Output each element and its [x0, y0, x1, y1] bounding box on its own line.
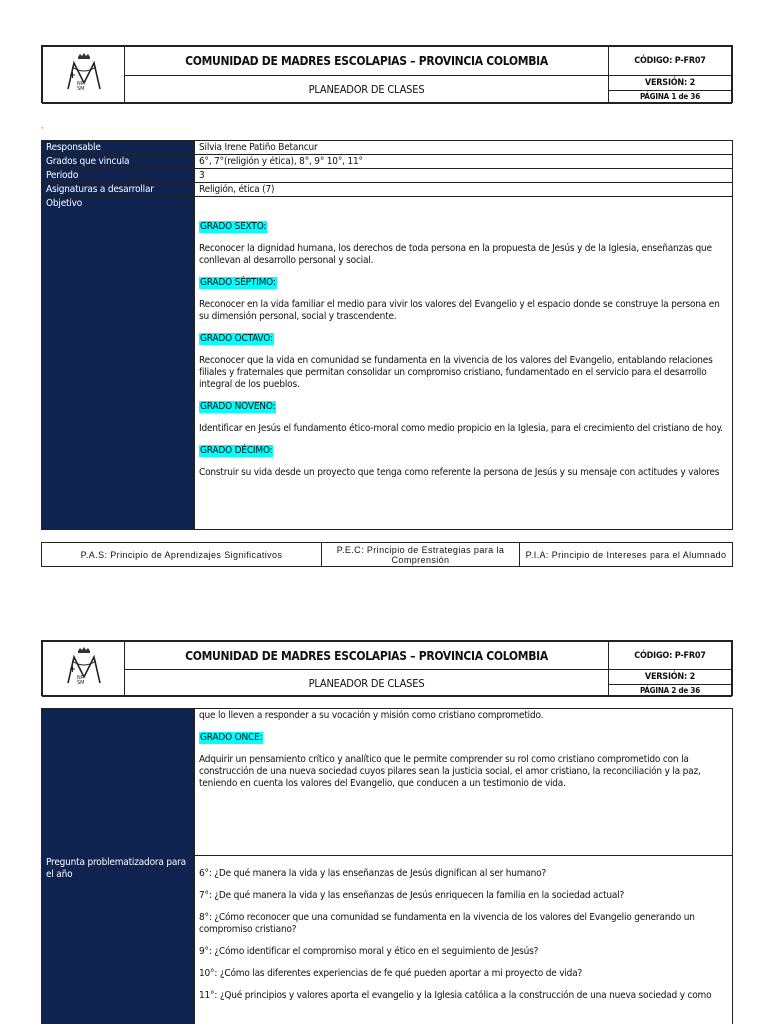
- page2-header: [41, 640, 733, 696]
- organization-title: COMUNIDAD DE MADRES ESCOLAPIAS – PROVINCIA COLOMBIA: [125, 642, 609, 670]
- objective-continuation: que lo lleven a responder a su vocación y misión como cristiano comprometido.: [199, 710, 544, 721]
- document-code: CÓDIGO: P-FR07: [609, 642, 732, 670]
- logo-cell: [43, 47, 125, 104]
- question-item: 8°: ¿Cómo reconocer que una comunidad se fundamenta en la vivencia de los valores del Evangelio generando un compromiso cristiano?: [199, 912, 695, 935]
- document-version: VERSIÓN: 2: [609, 670, 731, 685]
- objective-text: Adquirir un pensamiento crítico y analítico que le permite comprender su rol como cristiano comprometido con la construcción de una nueva sociedad cuyos pilares sean la justicia social, el amor cristiano, la reconciliación y la paz, teniendo en cuenta los valores del Evangelio, que conducen a un testimonio de vida.: [199, 754, 701, 789]
- institution-logo-icon: [64, 674, 104, 691]
- row-pregunta: [42, 856, 732, 1024]
- objective-heading: GRADO OCTAVO:: [200, 333, 273, 344]
- label-responsable: Responsable: [42, 141, 194, 154]
- institution-logo-icon: [64, 80, 104, 97]
- value-asignaturas: Religión, ética (7): [194, 183, 732, 196]
- document-version: VERSIÓN: 2: [609, 76, 731, 91]
- page-number: PÁGINA 2 de 36: [639, 686, 701, 695]
- document-title: PLANEADOR DE CLASES: [125, 670, 609, 697]
- question-item: 7°: ¿De qué manera la vida y las enseñanzas de Jesús enriquecen la familia en la sociedad actual?: [199, 890, 625, 901]
- objective-heading: GRADO DÉCIMO:: [200, 445, 273, 456]
- objective-text: Reconocer que la vida en comunidad se fundamenta en la vivencia de los valores del Evangelio, entablando relaciones filiales y fraternales que permitan consolidar un compromiso cristiano, fundamentado en el servicio para el desarrollo integral de los pueblos.: [199, 355, 713, 390]
- value-responsable: Silvia Irene Patiño Betancur: [194, 141, 732, 154]
- svg-text:SM: SM: [76, 679, 84, 686]
- question-item: 11°: ¿Qué principios y valores aporta el evangelio y la Iglesia católica a la construcción de una nueva sociedad y como: [199, 990, 712, 1001]
- row-periodo: [42, 169, 732, 183]
- label-objetivo: Objetivo: [42, 197, 194, 529]
- objective-text: Construir su vida desde un proyecto que tenga como referente la persona de Jesús y su mensaje con actitudes y valores: [199, 467, 720, 478]
- stray-mark: ,: [41, 121, 44, 130]
- footer-pas: P.A.S: Principio de Aprendizajes Significativos: [42, 543, 322, 566]
- document-code: CÓDIGO: P-FR07: [609, 47, 732, 76]
- footer-pec: P.E.C: Principio de Estrategias para la Comprensión: [322, 543, 520, 566]
- objective-heading: GRADO NOVENO:: [200, 401, 276, 412]
- label-grados: Grados que vincula: [42, 155, 194, 168]
- objective-heading: GRADO SEXTO:: [200, 221, 267, 232]
- objective-text: Identificar en Jesús el fundamento ético-moral como medio propicio en la Iglesia, para el crecimiento del cristiano de hoy.: [199, 423, 723, 434]
- svg-text:NP: NP: [76, 80, 84, 87]
- value-objetivo-continued: [194, 709, 732, 855]
- page1-header: [41, 45, 733, 103]
- svg-text:NP: NP: [76, 674, 84, 681]
- objective-text: Reconocer la dignidad humana, los derechos de toda persona en la propuesta de Jesús y de la Iglesia, enseñanzas que conllevan al desarrollo personal y social.: [199, 243, 712, 266]
- page-number: PÁGINA 1 de 36: [639, 92, 701, 101]
- value-grados: 6°, 7°(religión y ética), 8°, 9° 10°, 11°: [194, 155, 732, 168]
- row-responsable: [42, 141, 732, 155]
- question-item: 10°: ¿Cómo las diferentes experiencias de fe qué pueden aportar a mi proyecto de vida?: [199, 968, 583, 979]
- logo-cell: [43, 642, 125, 697]
- label-asignaturas: Asignaturas a desarrollar: [42, 183, 194, 196]
- objective-text: Reconocer en la vida familiar el medio para vivir los valores del Evangelio y el espacio donde se construye la persona en su dimensión personal, social y trascendente.: [199, 299, 720, 322]
- question-item: 6°: ¿De qué manera la vida y las enseñanzas de Jesús dignifican al ser humano?: [199, 868, 547, 879]
- row-objetivo: [42, 197, 732, 529]
- svg-text:SM: SM: [76, 85, 84, 92]
- footer-pia: P.I.A: Principio de Intereses para el Alumnado: [525, 549, 727, 560]
- row-objetivo-continued: [42, 709, 732, 856]
- label-periodo: Periodo: [42, 169, 194, 182]
- value-pregunta: [194, 856, 732, 1024]
- value-periodo: 3: [194, 169, 732, 182]
- planner-table-page1: [41, 140, 733, 530]
- row-asignaturas: [42, 183, 732, 197]
- value-objetivo: [194, 197, 732, 529]
- objective-heading: GRADO SÉPTIMO:: [200, 277, 276, 288]
- document-title: PLANEADOR DE CLASES: [125, 76, 609, 104]
- principles-footer: [41, 542, 733, 567]
- row-grados: [42, 155, 732, 169]
- question-item: 9°: ¿Cómo identificar el compromiso moral y ético en el seguimiento de Jesús?: [199, 946, 539, 957]
- objective-heading: GRADO ONCE:: [200, 732, 263, 743]
- planner-table-page2: [41, 708, 733, 1024]
- label-pregunta: Pregunta problematizadora para el año: [42, 856, 194, 1024]
- organization-title: COMUNIDAD DE MADRES ESCOLAPIAS – PROVINCIA COLOMBIA: [125, 47, 609, 76]
